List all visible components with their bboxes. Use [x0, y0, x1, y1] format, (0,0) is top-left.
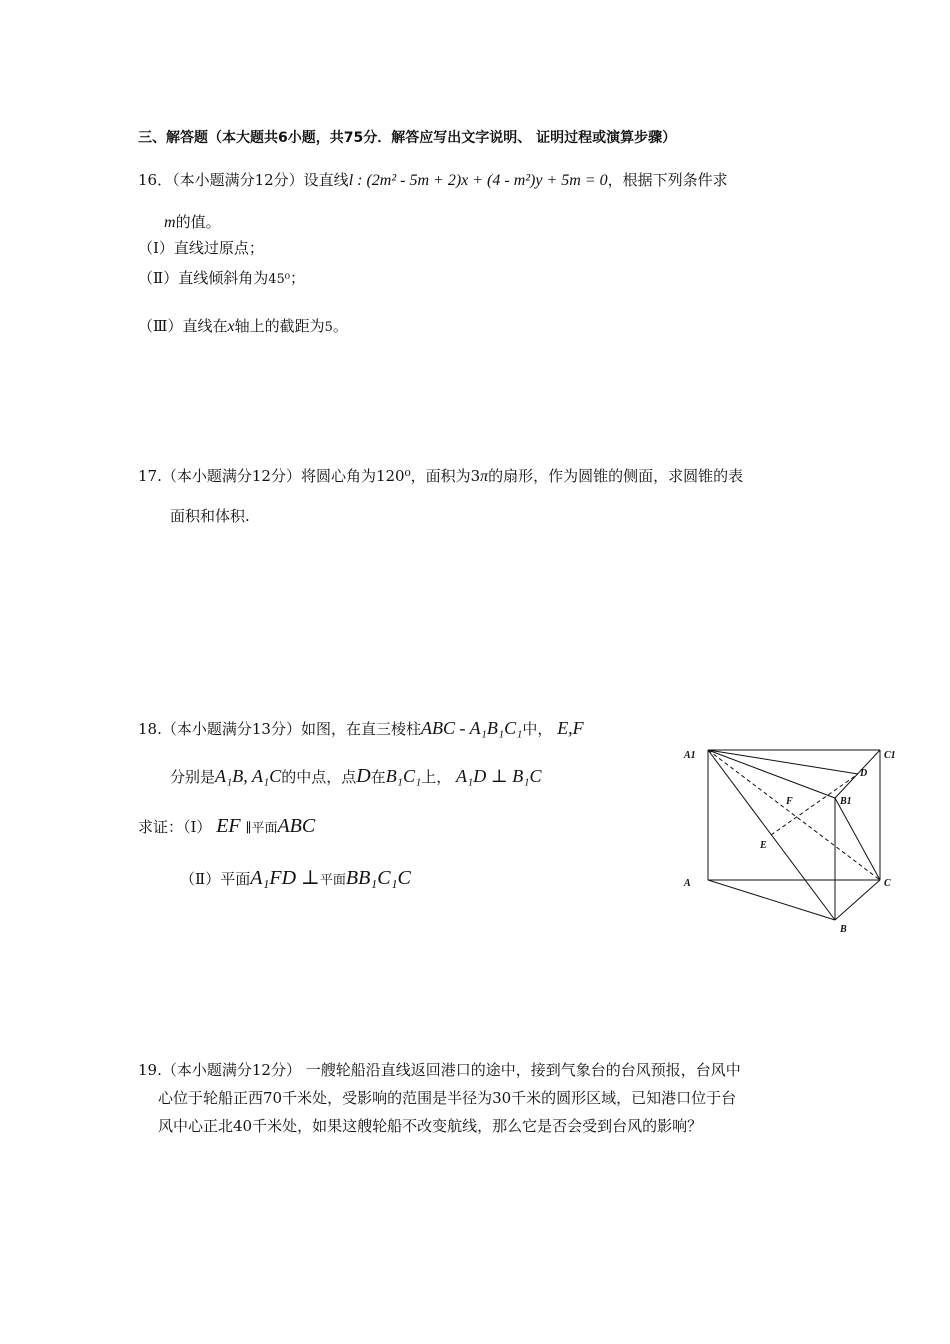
q17-line1-b: 的扇形，作为圆锥的侧面，求圆锥的表: [488, 467, 744, 485]
q18-proof-label: 求证：（Ⅰ）: [138, 818, 212, 836]
q18-a1fd: A₁FD ⊥: [250, 867, 320, 889]
q18-part2-b: 平面: [319, 873, 346, 888]
q18-line2-d: 上，: [421, 768, 452, 786]
q18-b1c1: B₁C₁: [385, 766, 422, 786]
q18-ef2: EF: [216, 815, 241, 837]
q16-part2: [138, 268, 305, 290]
q16-var-m: m: [164, 214, 176, 231]
q18-prism: ABC - A₁B₁C₁: [420, 718, 523, 738]
q18-ef: E,F: [557, 718, 584, 738]
q18-line2-a: 分别是: [170, 768, 216, 786]
section-heading: 三、解答题（本大题共6小题，共75分．解答应写出文字说明、 证明过程或演算步骤）: [138, 130, 677, 146]
label-a: A: [684, 878, 691, 889]
q16-tail: ，根据下列条件求: [607, 171, 728, 189]
edge-a1-b1: [708, 750, 835, 798]
line-b1-c: [835, 798, 880, 880]
q16-part3-var: x: [227, 318, 235, 335]
label-e: E: [760, 840, 767, 851]
q18-parallel: ∥平面: [245, 821, 278, 836]
line-a1-c: [708, 750, 880, 880]
q16-number: 16．（本小题满分12分）设直线: [138, 171, 349, 189]
q19-line2: 心位于轮船正西70千米处，受影响的范围是半径为30千米的圆形区域，已知港口位于台: [158, 1089, 737, 1107]
q19-line1: 19.（本小题满分12分） 一艘轮船沿直线返回港口的途中，接到气象台的台风预报，台风中: [138, 1061, 741, 1079]
q16-part2-end: ；: [289, 269, 305, 287]
q16-part3-text: （Ⅲ）直线在: [138, 317, 228, 335]
q17-pi: π: [480, 468, 489, 485]
q16-part3: [138, 316, 348, 338]
label-a1: A1: [684, 750, 696, 761]
q18-abc: ABC: [277, 815, 316, 837]
label-b: B: [840, 924, 847, 935]
q17-line2: 面积和体积.: [170, 507, 250, 525]
q18-part2-a: （Ⅱ）平面: [180, 870, 251, 888]
q18-proof-line1: [138, 816, 315, 839]
q18-perp: A₁D ⊥ B₁C: [456, 766, 542, 786]
q16-part2-angle: 45⁰: [268, 272, 290, 287]
q18-line1-b: 中，: [522, 720, 553, 738]
label-c1: C1: [884, 750, 896, 761]
q17-line1-a: 17.（本小题满分12分）将圆心角为120⁰，面积为3: [138, 467, 481, 485]
q16-part1: （Ⅰ）直线过原点；: [138, 239, 264, 257]
q16-part3-end: 。: [332, 317, 348, 335]
q18-line2: [170, 766, 541, 787]
q16-line1: [138, 170, 728, 191]
prism-figure: [680, 740, 910, 940]
label-f: F: [786, 796, 793, 807]
edge-b-c: [835, 880, 880, 920]
q18-mid-segments: A₁B, A₁C: [215, 766, 282, 786]
q18-bb1c1c: BB₁C₁C: [345, 867, 411, 889]
label-c: C: [884, 878, 891, 889]
q18-line2-b: 的中点，点: [281, 768, 357, 786]
q16-line2: [164, 212, 221, 233]
q16-equation: l : (2m² - 5m + 2)x + (4 - m²)y + 5m = 0: [348, 172, 608, 189]
q16-part2-text: （Ⅱ）直线倾斜角为: [138, 269, 269, 287]
edge-a-b: [708, 880, 835, 920]
q17-line1: [138, 466, 743, 487]
q18-line1-a: 18.（本小题满分13分）如图，在直三棱柱: [138, 720, 421, 738]
label-b1: B1: [840, 796, 852, 807]
q16-part3-val: 5: [324, 320, 333, 335]
q16-line2-text: 的值。: [175, 213, 221, 231]
q19-line3: 风中心正北40千米处，如果这艘轮船不改变航线，那么它是否会受到台风的影响？: [158, 1117, 703, 1135]
q18-line2-c: 在: [370, 768, 386, 786]
q18-proof-line2: [180, 868, 411, 891]
label-d: D: [860, 768, 868, 779]
q16-part3-mid: 轴上的截距为: [234, 317, 325, 335]
q18-d: D: [356, 765, 371, 787]
q18-line1: [138, 718, 584, 739]
line-a1-d: [708, 750, 858, 774]
